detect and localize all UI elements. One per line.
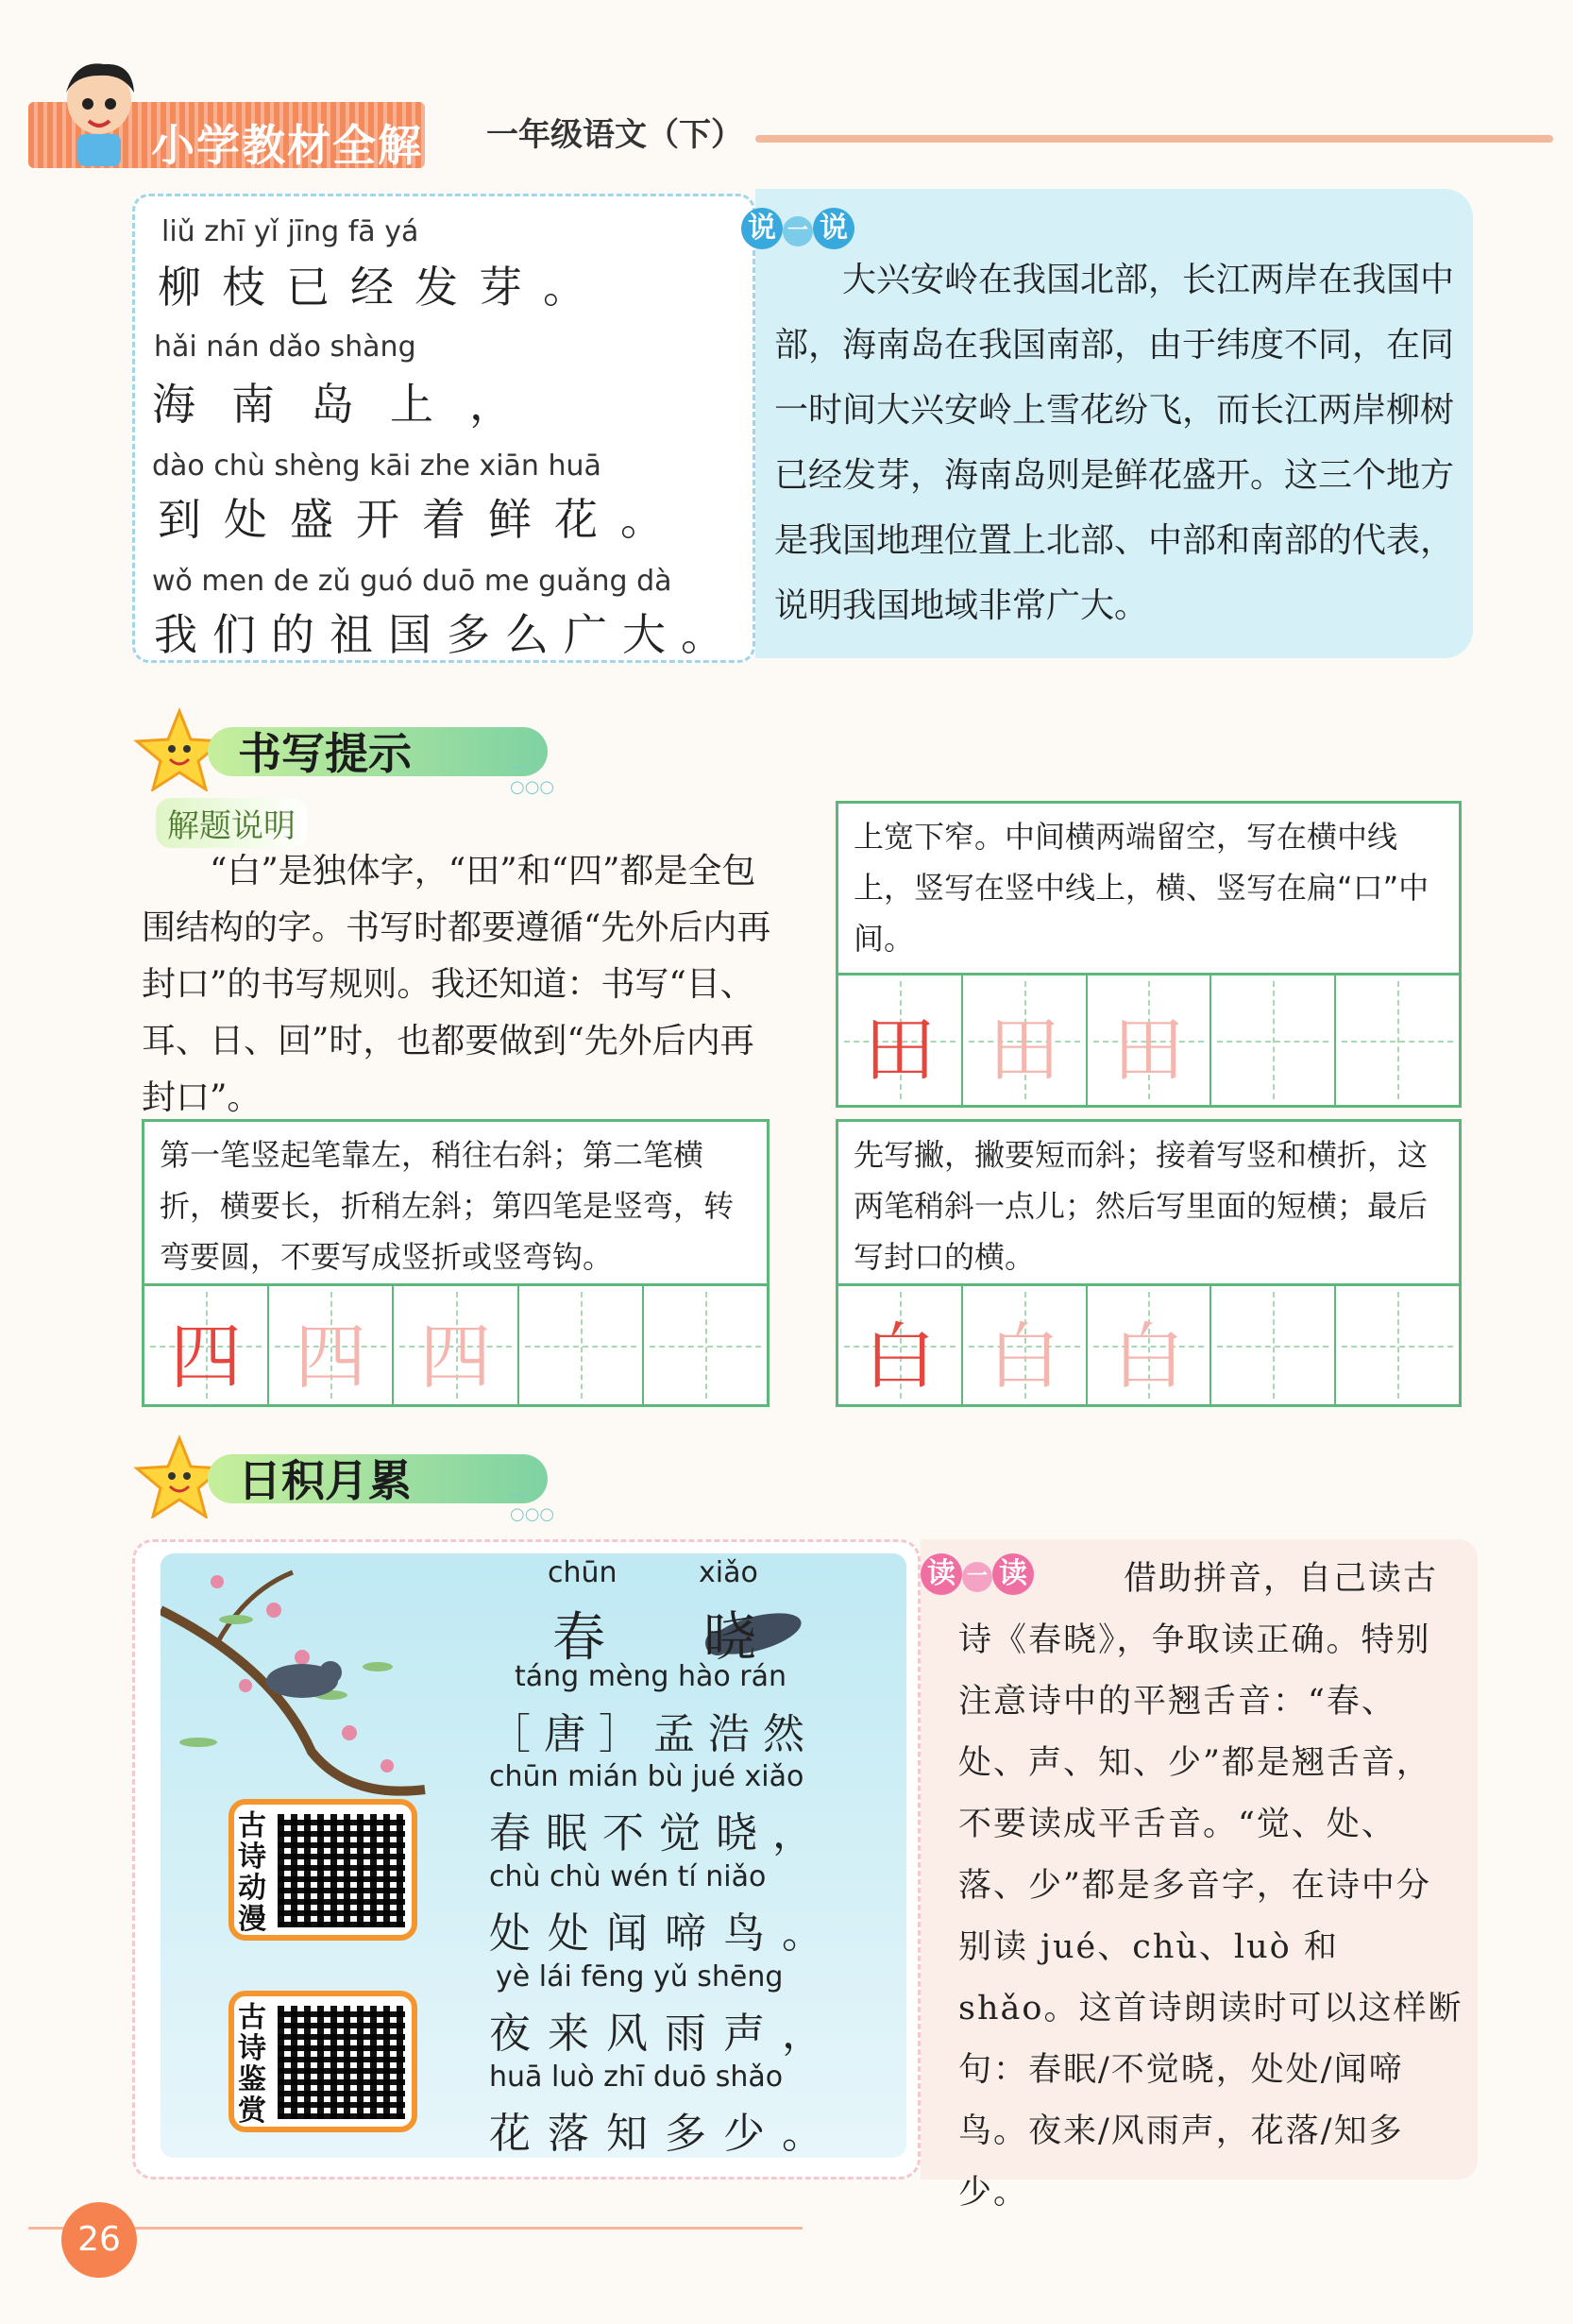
poem-title-1: 春 [552,1607,605,1669]
grid-cell: 田 [838,975,963,1105]
hanzi-line: 柳枝已经发芽。 [158,262,607,313]
grid-cell [1336,1286,1459,1404]
grid-cell: 四 [269,1286,394,1404]
say-badge: 说 一 说 [741,208,854,249]
qr-code-icon [278,2006,405,2119]
line-hanzi: 春眠不觉晓， [489,1809,829,1858]
grid-cell [1336,975,1459,1105]
section-title: 日积月累 [238,1455,412,1506]
tian-instructions: 上宽下窄。中间横两端留空，写在横中线上，竖写在竖中线上，横、竖写在扁“口”中间。 [854,819,1429,957]
grid-cell: 田 [1088,975,1212,1105]
page-number: 26 [61,2202,137,2278]
writing-tips-header: 书写提示 —○○○ [132,706,567,782]
explain-paragraph: “白”是独体字，“田”和“四”都是全包围结构的字。书写时都要遵循“先外后内再封口”的书写规则。我还知道：书写“目、耳、日、回”时，也都要做到“先外后内再封口”。 [142,852,771,1117]
hanzi-line: 海南岛上， [152,379,549,430]
line-hanzi: 夜来风雨声， [489,2010,840,2058]
accumulate-header: 日积月累 —○○○ [132,1433,567,1509]
poem-excerpt-box [132,194,755,663]
boy-mascot-icon [47,55,151,168]
book-title: 小学教材全解 [151,120,423,171]
book-subtitle: 一年级语文（下） [486,116,743,154]
qr-code-animation[interactable] [228,1799,417,1941]
poem-author: ［唐］孟浩然 [489,1710,818,1758]
hanzi-line: 到处盛开着鲜花。 [158,494,686,545]
writing-grid [838,1283,1459,1404]
poem-title-2: 晓 [703,1607,756,1669]
grid-cell [644,1286,767,1404]
section-title: 书写提示 [238,728,412,779]
bai-instructions: 先写撇，撇要短而斜；接着写竖和横折，这两笔稍斜一点儿；然后写里面的短横；最后写封口的横。 [854,1137,1429,1275]
writing-grid [838,973,1459,1105]
say-it-panel [748,189,1473,658]
pinyin-line: liǔ zhī yǐ jīng fā yá [161,215,419,248]
qr-code-appreciation[interactable] [228,1991,417,2132]
read-it-panel [921,1539,1478,2212]
bai-writing-box [836,1119,1462,1407]
line-hanzi: 花落知多少。 [489,2110,840,2158]
say-paragraph: 大兴安岭在我国北部，长江两岸在我国中部，海南岛在我国南部，由于纬度不同，在同一时间大兴安岭上雪花纷飞，而长江两岸柳树已经发芽，海南岛则是鲜花盛开。这三个地方是我国地理位置上北部、中部和南部的代表，说明我国地域非常广大。 [774,261,1455,625]
si-writing-box [142,1119,770,1407]
grid-cell: 四 [144,1286,269,1404]
tian-writing-box [836,801,1462,1108]
qr-label: 古诗鉴赏 [238,2001,266,2128]
line-pinyin: chù chù wén tí niǎo [489,1860,767,1893]
pinyin-line: hǎi nán dǎo shàng [154,331,416,364]
read-paragraph: 借助拼音，自己读古诗《春晓》，争取读正确。特别注意诗中的平翘舌音：“春、处、声、知、少”都是翘舌音，不要读成平舌音。“觉、处、落、少”都是多音字，在诗中分别读 jué、chù、luò 和 shǎo。这首诗朗读时可以这样断句：春眠/不觉晓，处处/闻啼鸟。夜来/风雨声，花落/知多少。 [958,1560,1463,2212]
header-divider [755,135,1553,143]
line-pinyin: chūn mián bù jué xiǎo [489,1760,804,1793]
grid-cell: 白 [1088,1286,1212,1404]
footer-divider [28,2227,803,2230]
grid-cell [1211,975,1336,1105]
si-instructions: 第一笔竖起笔靠左，稍往右斜；第二笔横折，横要长，折稍左斜；第四笔是竖弯，转弯要圆，不要写成竖折或竖弯钩。 [160,1137,735,1275]
grid-cell: 四 [394,1286,518,1404]
grid-cell: 白 [838,1286,963,1404]
line-pinyin: yè lái fēng yǔ shēng [496,1960,784,1993]
line-pinyin: huā luò zhī duō shǎo [489,2061,784,2094]
line-hanzi: 处处闻啼鸟。 [489,1909,840,1958]
pinyin-line: wǒ men de zǔ guó duō me guǎng dà [152,565,672,598]
writing-grid [144,1283,767,1404]
title-pinyin-2: xiǎo [699,1556,758,1589]
read-badge: 读 一 读 [921,1553,1034,1595]
qr-code-icon [278,1814,405,1927]
pinyin-line: dào chù shèng kāi zhe xiān huā [152,450,601,483]
qr-label: 古诗动漫 [238,1809,266,1936]
grid-cell: 田 [963,975,1088,1105]
grid-cell [519,1286,644,1404]
title-pinyin-1: chūn [548,1556,617,1589]
grid-cell [1211,1286,1336,1404]
hanzi-line: 我们的祖国多么广大。 [154,609,739,660]
explain-label: 解题说明 [156,798,307,848]
grid-cell: 白 [963,1286,1088,1404]
author-pinyin: táng mèng hào rán [515,1660,787,1693]
